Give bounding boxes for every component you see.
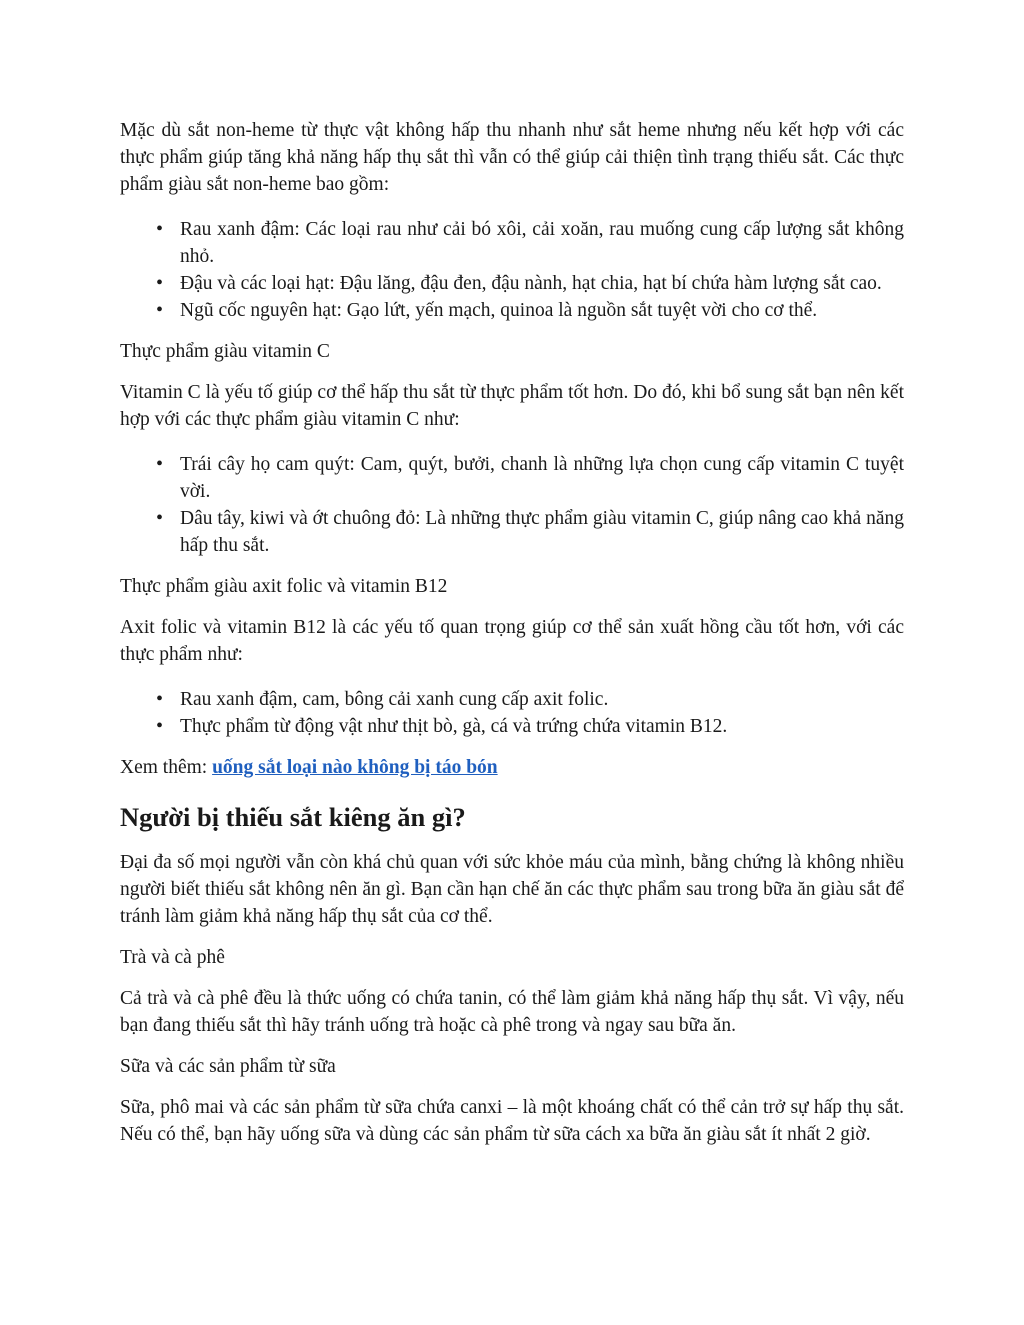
tea-heading: Trà và cà phê <box>120 947 225 968</box>
nonheme-food-list <box>120 216 904 324</box>
section-title: Người bị thiếu sắt kiêng ăn gì? <box>120 802 466 832</box>
list-item: • Ngũ cốc nguyên hạt: Gạo lứt, yến mạch, quinoa là nguồn sắt tuyệt vời cho cơ thể. <box>180 297 904 324</box>
see-more-link[interactable]: uống sắt loại nào không bị táo bón <box>212 757 498 778</box>
intro-paragraph: Mặc dù sắt non-heme từ thực vật không hấp thu nhanh như sắt heme nhưng nếu kết hợp với các thực phẩm giúp tăng khả năng hấp thụ sắt thì vẫn có thể giúp cải thiện tình trạng thiếu sắt. Các thực phẩm giàu sắt non-heme bao gồm: <box>120 120 904 195</box>
tea-paragraph: Cả trà và cà phê đều là thức uống có chứa tanin, có thể làm giảm khả năng hấp thụ sắt. Vì vậy, nếu bạn đang thiếu sắt thì hãy tránh uống trà hoặc cà phê trong và ngay sau bữa ăn. <box>120 988 904 1036</box>
list-item: • Đậu và các loại hạt: Đậu lăng, đậu đen, đậu nành, hạt chia, hạt bí chứa hàm lượng sắt cao. <box>180 270 904 297</box>
see-more-label: Xem thêm: <box>120 757 213 778</box>
list-item: • Dâu tây, kiwi và ớt chuông đỏ: Là những thực phẩm giàu vitamin C, giúp nâng cao khả năng hấp thu sắt. <box>180 505 904 559</box>
milk-heading: Sữa và các sản phẩm từ sữa <box>120 1056 336 1077</box>
list-item: • Rau xanh đậm: Các loại rau như cải bó xôi, cải xoăn, rau muống cung cấp lượng sắt không nhỏ. <box>180 216 904 270</box>
vitamin-c-heading: Thực phẩm giàu vitamin C <box>120 341 330 362</box>
folic-food-list <box>120 686 904 740</box>
list-item: • Trái cây họ cam quýt: Cam, quýt, bưởi, chanh là những lựa chọn cung cấp vitamin C tuyệt vời. <box>180 451 904 505</box>
list-item: • Thực phẩm từ động vật như thịt bò, gà, cá và trứng chứa vitamin B12. <box>180 713 904 740</box>
list-item: • Rau xanh đậm, cam, bông cải xanh cung cấp axit folic. <box>180 686 904 713</box>
vitamin-c-paragraph: Vitamin C là yếu tố giúp cơ thể hấp thu sắt từ thực phẩm tốt hơn. Do đó, khi bổ sung sắt bạn nên kết hợp với các thực phẩm giàu vitamin C như: <box>120 382 904 430</box>
milk-paragraph: Sữa, phô mai và các sản phẩm từ sữa chứa canxi – là một khoáng chất có thể cản trở sự hấp thụ sắt. Nếu có thể, bạn hãy uống sữa và dùng các sản phẩm từ sữa cách xa bữa ăn giàu sắt ít nhất 2 giờ. <box>120 1097 904 1145</box>
folic-paragraph: Axit folic và vitamin B12 là các yếu tố quan trọng giúp cơ thể sản xuất hồng cầu tốt hơn, với các thực phẩm như: <box>120 617 904 665</box>
folic-heading: Thực phẩm giàu axit folic và vitamin B12 <box>120 576 448 597</box>
document-page <box>120 117 904 1162</box>
see-more-line <box>120 754 904 781</box>
vitamin-c-food-list <box>120 451 904 559</box>
avoid-paragraph: Đại đa số mọi người vẫn còn khá chủ quan với sức khỏe máu của mình, bằng chứng là không nhiều người biết thiếu sắt không nên ăn gì. Bạn cần hạn chế ăn các thực phẩm sau trong bữa ăn giàu sắt để tránh làm giảm khả năng hấp thụ sắt của cơ thể. <box>120 852 904 927</box>
